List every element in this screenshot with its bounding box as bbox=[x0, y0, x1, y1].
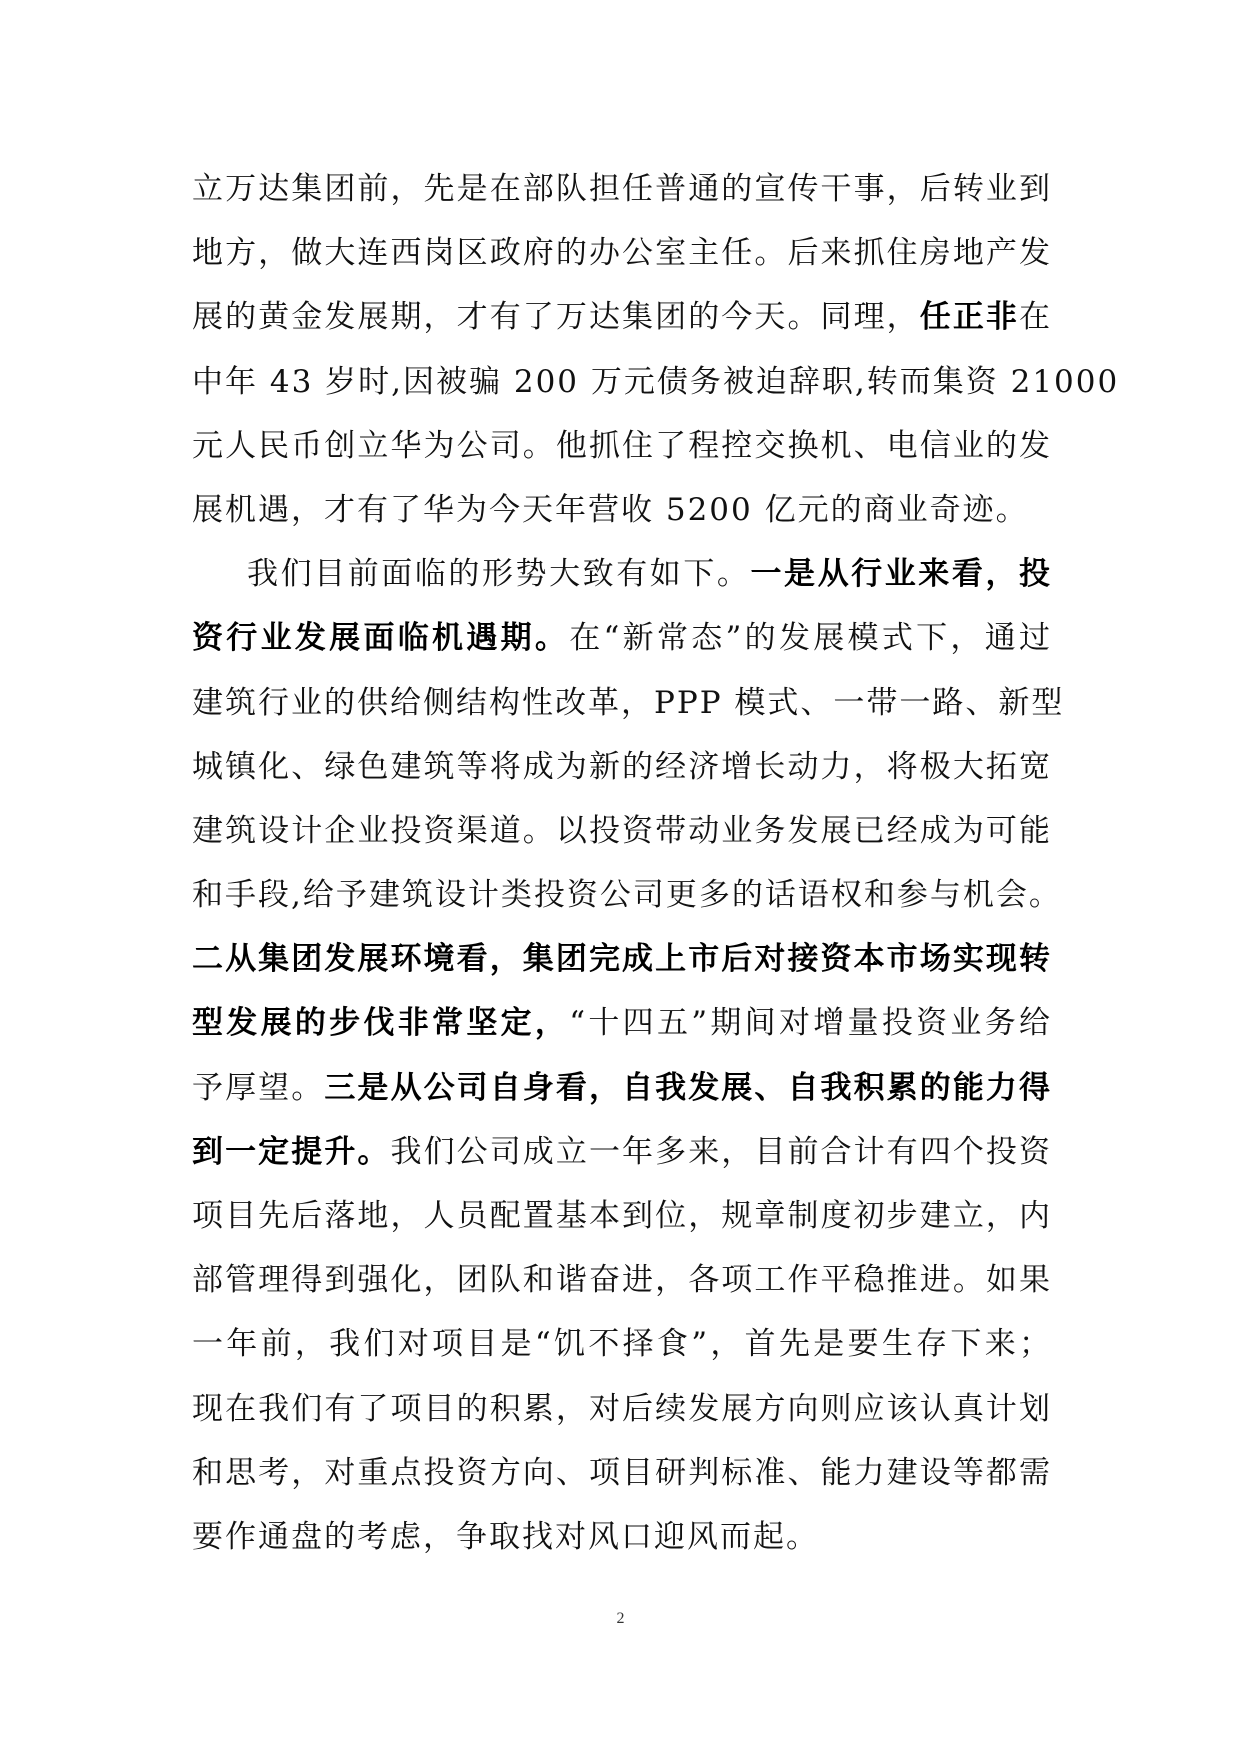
text-line bbox=[192, 1505, 1052, 1569]
text-line bbox=[192, 799, 1052, 863]
text-line bbox=[192, 991, 1052, 1055]
text-line bbox=[192, 1377, 1052, 1441]
page-number: 2 bbox=[616, 1610, 625, 1627]
text-run: 项目先后落地，人员配置基本到位，规章制度初步建立，内 bbox=[192, 1198, 1052, 1234]
text-line bbox=[192, 1248, 1052, 1312]
text-line bbox=[192, 1184, 1052, 1248]
text-run: 和思考，对重点投资方向、项目研判标准、能力建设等都需 bbox=[192, 1454, 1052, 1491]
text-line bbox=[192, 350, 1120, 414]
body-text bbox=[192, 157, 1120, 1569]
text-run: 部管理得到强化，团队和谐奋进，各项工作平稳推进。如果 bbox=[192, 1262, 1052, 1299]
text-run: 现在我们有了项目的积累，对后续发展方向则应该认真计划 bbox=[192, 1390, 1052, 1427]
text-run: 要作通盘的考虑，争取找对风口迎风而起。 bbox=[192, 1518, 819, 1555]
text-line bbox=[192, 927, 1052, 991]
text-line bbox=[192, 735, 1052, 799]
text-run: 建筑行业的供给侧结构性改革，PPP 模式、一带一路、新型 bbox=[192, 684, 1065, 721]
text-run: 展的黄金发展期，才有了万达集团的今天。同理， bbox=[192, 299, 920, 336]
text-run: 在 bbox=[1019, 299, 1053, 336]
text-run: 城镇化、绿色建筑等将成为新的经济增长动力，将极大拓宽 bbox=[192, 748, 1052, 785]
text-line bbox=[192, 1441, 1052, 1505]
text-run: 中年 43 岁时,因被骗 200 万元债务被迫辞职,转而集资 21000 bbox=[192, 363, 1120, 400]
bold-heading: 三是从公司自身看，自我发展、自我积累的能力得 bbox=[324, 1069, 1053, 1106]
text-run: 在“新常态”的发展模式下，通过 bbox=[569, 620, 1052, 657]
bold-heading: 资行业发展面临机遇期。 bbox=[192, 620, 570, 657]
text-run: 我们公司成立一年多来，目前合计有四个投资 bbox=[390, 1133, 1053, 1170]
text-run: 一年前，我们对项目是“饥不择食”，首先是要生存下来； bbox=[192, 1326, 1052, 1363]
text-line bbox=[192, 671, 1065, 735]
text-line bbox=[192, 478, 1052, 542]
text-run: 展机遇，才有了华为今天年营收 5200 亿元的商业奇迹。 bbox=[192, 491, 1029, 528]
text-line bbox=[192, 863, 1062, 927]
text-line bbox=[192, 1120, 1052, 1184]
text-run: 我们目前面临的形势大致有如下。 bbox=[247, 556, 751, 593]
bold-heading: 到一定提升。 bbox=[192, 1133, 391, 1170]
text-line bbox=[192, 285, 1052, 349]
text-run: 予厚望。 bbox=[192, 1069, 325, 1106]
text-line bbox=[192, 414, 1052, 478]
text-line bbox=[192, 221, 1052, 285]
text-line bbox=[192, 1056, 1052, 1120]
text-run: 和手段,给予建筑设计类投资公司更多的话语权和参与机会。 bbox=[192, 877, 1062, 914]
text-line bbox=[192, 157, 1052, 221]
text-run: 元人民币创立华为公司。他抓住了程控交换机、电信业的发 bbox=[192, 427, 1052, 464]
bold-heading: 型发展的步伐非常坚定， bbox=[192, 1005, 570, 1042]
text-run: 建筑设计企业投资渠道。以投资带动业务发展已经成为可能 bbox=[192, 812, 1052, 849]
text-run: 立万达集团前，先是在部队担任普通的宣传干事，后转业到 bbox=[192, 171, 1052, 207]
bold-name: 任正非 bbox=[919, 299, 1020, 336]
text-run: 地方，做大连西岗区政府的办公室主任。后来抓住房地产发 bbox=[192, 235, 1052, 272]
text-line bbox=[192, 606, 1052, 670]
text-line bbox=[192, 1312, 1052, 1376]
text-line bbox=[192, 542, 1052, 606]
bold-heading: 一是从行业来看，投 bbox=[750, 556, 1053, 593]
text-run: “十四五”期间对增量投资业务给 bbox=[569, 1005, 1052, 1042]
bold-heading: 二从集团发展环境看，集团完成上市后对接资本市场实现转 bbox=[192, 941, 1052, 978]
